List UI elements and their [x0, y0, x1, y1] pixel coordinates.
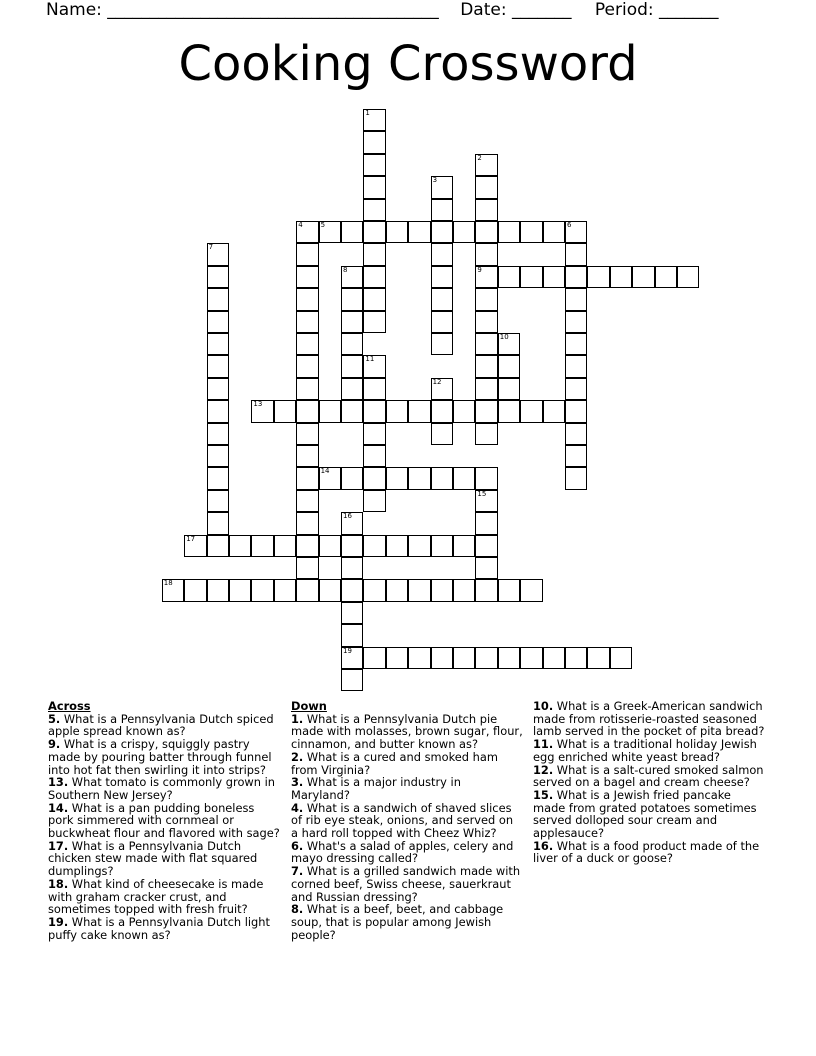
- clue-number: 7: [208, 243, 214, 252]
- grid-cell[interactable]: [587, 266, 609, 288]
- grid-cell[interactable]: [207, 355, 229, 377]
- clue-item-number: 3.: [291, 775, 304, 790]
- down-clues: [291, 700, 523, 941]
- clue-item-number: 8.: [291, 902, 304, 917]
- clue-number: 15: [477, 489, 487, 498]
- clue-item: [48, 878, 280, 916]
- grid-cell[interactable]: [565, 467, 587, 489]
- clue-item-number: 10.: [533, 699, 554, 713]
- grid-cell[interactable]: [431, 579, 453, 601]
- clue-item-text: What is a Pennsylvania Dutch light puffy cake known as?: [48, 914, 270, 942]
- grid-cell[interactable]: [498, 221, 520, 243]
- across-clue-list: [48, 713, 280, 942]
- grid-cell[interactable]: [363, 445, 385, 467]
- clue-number: 18: [163, 579, 173, 588]
- clue-number: 11: [365, 355, 375, 364]
- grid-cell[interactable]: [363, 221, 385, 243]
- grid-cell[interactable]: [475, 378, 497, 400]
- grid-cell[interactable]: [274, 400, 296, 422]
- grid-cell[interactable]: [453, 221, 475, 243]
- clue-number: 4: [298, 221, 303, 229]
- grid-cell[interactable]: [207, 266, 229, 288]
- grid-cell[interactable]: [341, 333, 363, 355]
- clue-item-number: 12.: [533, 762, 554, 777]
- grid-cell[interactable]: [408, 647, 430, 669]
- grid-cell[interactable]: [475, 221, 497, 243]
- grid-cell[interactable]: [565, 333, 587, 355]
- grid-cell[interactable]: [341, 355, 363, 377]
- page-title: Cooking Crossword: [178, 36, 638, 92]
- grid-cell[interactable]: [475, 557, 497, 579]
- grid-cell[interactable]: [207, 512, 229, 534]
- grid-cell[interactable]: [341, 647, 363, 669]
- clue-item-number: 17.: [48, 838, 69, 853]
- grid-cell[interactable]: [363, 490, 385, 512]
- down-clue-list-continued: [533, 700, 765, 865]
- grid-cell[interactable]: [296, 400, 318, 422]
- grid-cell[interactable]: [296, 288, 318, 310]
- grid-cell[interactable]: [296, 490, 318, 512]
- grid-cell[interactable]: [296, 535, 318, 557]
- clue-item: [533, 700, 765, 738]
- clue-item-number: 4.: [291, 800, 304, 815]
- grid-cell[interactable]: [453, 579, 475, 601]
- clue-number: 19: [343, 646, 352, 655]
- grid-cell[interactable]: [341, 400, 363, 422]
- grid-cell[interactable]: [610, 647, 632, 669]
- clue-item: [48, 713, 280, 738]
- grid-cell[interactable]: [431, 176, 453, 198]
- grid-cell[interactable]: [498, 378, 520, 400]
- grid-cell[interactable]: [296, 467, 318, 489]
- grid-cell[interactable]: [274, 579, 296, 601]
- grid-cell[interactable]: [251, 579, 273, 601]
- clue-item-text: What is a sandwich of shaved slices of rib eye steak, onions, and served on a hard roll topped with Cheez Whiz?: [291, 800, 514, 841]
- grid-cell[interactable]: [386, 467, 408, 489]
- grid-cell[interactable]: [475, 535, 497, 557]
- grid-cell[interactable]: [229, 535, 251, 557]
- grid-cell[interactable]: [184, 535, 206, 557]
- clue-number: 10: [499, 333, 509, 341]
- grid-cell[interactable]: [565, 311, 587, 333]
- clue-item-text: What is a food product made of the liver of a duck or goose?: [533, 838, 760, 866]
- grid-cell[interactable]: [341, 579, 363, 601]
- grid-cell[interactable]: [587, 647, 609, 669]
- grid-cell[interactable]: [386, 221, 408, 243]
- grid-cell[interactable]: [677, 266, 699, 288]
- clue-number: 3: [432, 176, 438, 185]
- grid-cell[interactable]: [296, 423, 318, 445]
- clue-item-number: 5.: [48, 711, 61, 726]
- grid-cell[interactable]: [207, 311, 229, 333]
- grid-cell[interactable]: [207, 333, 229, 355]
- grid-cell[interactable]: [363, 400, 385, 422]
- grid-cell[interactable]: [341, 602, 363, 624]
- grid-cell[interactable]: [319, 221, 341, 243]
- clue-number: 16: [343, 512, 352, 521]
- grid-cell[interactable]: [475, 400, 497, 422]
- grid-cell[interactable]: [610, 266, 632, 288]
- grid-cell[interactable]: [475, 512, 497, 534]
- grid-cell[interactable]: [565, 221, 587, 243]
- grid-cell[interactable]: [431, 467, 453, 489]
- clue-item-number: 2.: [291, 749, 304, 764]
- clue-item-text: What is a beef, beet, and cabbage soup, that is popular among Jewish people?: [291, 902, 504, 942]
- grid-cell[interactable]: [475, 355, 497, 377]
- grid-cell[interactable]: [520, 266, 542, 288]
- grid-cell[interactable]: [565, 400, 587, 422]
- grid-cell[interactable]: [207, 423, 229, 445]
- down-heading: Down: [291, 699, 327, 713]
- grid-cell[interactable]: [498, 647, 520, 669]
- grid-cell[interactable]: [498, 400, 520, 422]
- clue-number: 8: [343, 265, 348, 274]
- grid-cell[interactable]: [543, 400, 565, 422]
- clue-item-text: What is a pan pudding boneless pork simmered with cornmeal or buckwheat flour and flavored with sage?: [48, 800, 280, 841]
- grid-cell[interactable]: [341, 535, 363, 557]
- grid-cell[interactable]: [520, 221, 542, 243]
- grid-cell[interactable]: [319, 579, 341, 601]
- clue-item-number: 18.: [48, 876, 69, 891]
- clue-number: 5: [320, 221, 326, 229]
- clue-item-text: What is a Greek-American sandwich made from rotisserie-roasted seasoned lamb served in the pocket of pita bread?: [533, 699, 765, 739]
- grid-cell[interactable]: [431, 221, 453, 243]
- grid-cell[interactable]: [363, 266, 385, 288]
- clue-item-number: 14.: [48, 800, 69, 815]
- grid-cell[interactable]: [475, 154, 497, 176]
- grid-cell[interactable]: [408, 467, 430, 489]
- clue-item: [48, 738, 280, 776]
- clue-number: 9: [477, 265, 482, 274]
- grid-cell[interactable]: [431, 378, 453, 400]
- grid-cell[interactable]: [319, 400, 341, 422]
- grid-cell[interactable]: [498, 266, 520, 288]
- clue-item: [48, 916, 280, 941]
- grid-cell[interactable]: [363, 579, 385, 601]
- grid-cell[interactable]: [498, 333, 520, 355]
- clue-item-text: What kind of cheesecake is made with graham cracker crust, and sometimes topped with fresh fruit?: [48, 876, 264, 917]
- clue-item-number: 19.: [48, 914, 69, 929]
- clue-item: [291, 776, 523, 801]
- grid-cell[interactable]: [341, 467, 363, 489]
- grid-cell[interactable]: [341, 221, 363, 243]
- grid-cell[interactable]: [229, 579, 251, 601]
- clue-number: 1: [365, 109, 370, 117]
- grid-cell[interactable]: [431, 288, 453, 310]
- grid-cell[interactable]: [475, 467, 497, 489]
- clue-item-number: 13.: [48, 775, 69, 790]
- grid-cell[interactable]: [498, 355, 520, 377]
- clue-item-text: What is a grilled sandwich made with corned beef, Swiss cheese, sauerkraut and Russian dressing?: [291, 864, 521, 904]
- grid-cell[interactable]: [207, 378, 229, 400]
- grid-cell[interactable]: [363, 378, 385, 400]
- clue-item-text: What tomato is commonly grown in Southern New Jersey?: [48, 775, 275, 802]
- grid-cell[interactable]: [207, 535, 229, 557]
- grid-cell[interactable]: [363, 131, 385, 153]
- grid-cell[interactable]: [363, 176, 385, 198]
- grid-cell[interactable]: [520, 579, 542, 601]
- grid-cell[interactable]: [363, 288, 385, 310]
- clue-item: [533, 840, 765, 865]
- grid-cell[interactable]: [408, 400, 430, 422]
- grid-cell[interactable]: [431, 400, 453, 422]
- grid-cell[interactable]: [296, 445, 318, 467]
- grid-cell[interactable]: [655, 266, 677, 288]
- clue-item-text: What is a Pennsylvania Dutch pie made with molasses, brown sugar, flour, cinnamon, and butter known as?: [291, 711, 523, 752]
- grid-cell[interactable]: [296, 378, 318, 400]
- grid-cell[interactable]: [341, 378, 363, 400]
- grid-cell[interactable]: [565, 378, 587, 400]
- grid-cell[interactable]: [251, 400, 273, 422]
- grid-cell[interactable]: [520, 400, 542, 422]
- clue-item: [291, 751, 523, 776]
- grid-cell[interactable]: [475, 333, 497, 355]
- grid-cell[interactable]: [386, 535, 408, 557]
- grid-cell[interactable]: [431, 535, 453, 557]
- grid-cell[interactable]: [565, 288, 587, 310]
- grid-cell[interactable]: [520, 647, 542, 669]
- grid-cell[interactable]: [363, 535, 385, 557]
- clue-item-number: 16.: [533, 838, 554, 853]
- clue-number: 17: [186, 534, 196, 543]
- grid-cell[interactable]: [341, 512, 363, 534]
- grid-cell[interactable]: [341, 266, 363, 288]
- clue-item-text: What is a crispy, squiggly pastry made by pouring batter through funnel into hot fat then swirling it into strips?: [48, 737, 272, 777]
- grid-cell[interactable]: [341, 624, 363, 646]
- grid-cell[interactable]: [341, 311, 363, 333]
- grid-cell[interactable]: [565, 243, 587, 265]
- grid-cell[interactable]: [565, 266, 587, 288]
- grid-cell[interactable]: [386, 400, 408, 422]
- grid-cell[interactable]: [207, 288, 229, 310]
- clue-number: 14: [320, 467, 330, 476]
- grid-cell[interactable]: [565, 647, 587, 669]
- clue-item: [533, 764, 765, 789]
- across-heading: Across: [48, 699, 91, 713]
- grid-cell[interactable]: [341, 669, 363, 691]
- grid-cell[interactable]: [543, 221, 565, 243]
- grid-cell[interactable]: [498, 579, 520, 601]
- grid-cell[interactable]: [363, 647, 385, 669]
- clue-item-text: What's a salad of apples, celery and mayo dressing called?: [291, 838, 514, 866]
- grid-cell[interactable]: [207, 445, 229, 467]
- grid-cell[interactable]: [296, 355, 318, 377]
- grid-cell[interactable]: [475, 288, 497, 310]
- clue-item-text: What is a Jewish fried pancake made from grated potatoes sometimes served dolloped sour cream and applesauce?: [533, 787, 757, 841]
- grid-cell[interactable]: [341, 557, 363, 579]
- grid-cell[interactable]: [565, 445, 587, 467]
- grid-cell[interactable]: [431, 266, 453, 288]
- grid-cell[interactable]: [296, 579, 318, 601]
- grid-cell[interactable]: [386, 579, 408, 601]
- clue-item: [48, 802, 280, 840]
- grid-cell[interactable]: [363, 154, 385, 176]
- grid-cell[interactable]: [543, 647, 565, 669]
- clue-item-number: 9.: [48, 737, 61, 752]
- grid-cell[interactable]: [408, 579, 430, 601]
- clue-item: [291, 865, 523, 903]
- grid-cell[interactable]: [207, 579, 229, 601]
- clue-item: [533, 738, 765, 763]
- across-clues: [48, 700, 280, 941]
- grid-cell[interactable]: [475, 490, 497, 512]
- grid-cell[interactable]: [475, 647, 497, 669]
- grid-cell[interactable]: [431, 311, 453, 333]
- grid-cell[interactable]: [296, 557, 318, 579]
- clue-item: [291, 903, 523, 941]
- grid-cell[interactable]: [184, 579, 206, 601]
- grid-cell[interactable]: [431, 243, 453, 265]
- clue-item: [291, 840, 523, 865]
- grid-cell[interactable]: [453, 467, 475, 489]
- grid-cell[interactable]: [363, 199, 385, 221]
- clue-item-number: 11.: [533, 737, 554, 752]
- grid-cell[interactable]: [475, 579, 497, 601]
- grid-cell[interactable]: [565, 423, 587, 445]
- clue-item-text: What is a Pennsylvania Dutch chicken stew made with flat squared dumplings?: [48, 838, 258, 879]
- grid-cell[interactable]: [408, 221, 430, 243]
- date-field[interactable]: Date: _______: [460, 0, 572, 20]
- grid-cell[interactable]: [319, 535, 341, 557]
- grid-cell[interactable]: [207, 467, 229, 489]
- clue-item-text: What is a Pennsylvania Dutch spiced apple spread known as?: [48, 711, 274, 739]
- grid-cell[interactable]: [319, 467, 341, 489]
- grid-cell[interactable]: [431, 423, 453, 445]
- grid-cell[interactable]: [363, 243, 385, 265]
- grid-cell[interactable]: [363, 109, 385, 131]
- down-clues-continued: [533, 700, 765, 865]
- clue-number: 2: [477, 153, 482, 162]
- grid-cell[interactable]: [162, 579, 184, 601]
- grid-cell[interactable]: [363, 355, 385, 377]
- grid-cell[interactable]: [363, 467, 385, 489]
- grid-cell[interactable]: [475, 311, 497, 333]
- period-field[interactable]: Period: _______: [594, 0, 719, 20]
- clue-item: [291, 713, 523, 751]
- grid-cell[interactable]: [363, 311, 385, 333]
- clue-item-text: What is a salt-cured smoked salmon served on a bagel and cream cheese?: [533, 762, 764, 790]
- clue-item-text: What is a major industry in Maryland?: [291, 775, 461, 802]
- grid-cell[interactable]: [296, 266, 318, 288]
- grid-cell[interactable]: [296, 512, 318, 534]
- grid-cell[interactable]: [274, 535, 296, 557]
- clue-item: [48, 776, 280, 801]
- grid-cell[interactable]: [453, 535, 475, 557]
- clue-item: [291, 802, 523, 840]
- grid-cell[interactable]: [296, 333, 318, 355]
- clue-number: 13: [253, 400, 263, 409]
- grid-cell[interactable]: [386, 647, 408, 669]
- clue-item-text: What is a cured and smoked ham from Virginia?: [291, 749, 498, 777]
- name-field[interactable]: Name: _______________________________________: [46, 0, 439, 20]
- grid-cell[interactable]: [431, 199, 453, 221]
- grid-cell[interactable]: [543, 266, 565, 288]
- grid-cell[interactable]: [363, 423, 385, 445]
- grid-cell[interactable]: [632, 266, 654, 288]
- clue-number: 12: [432, 377, 442, 386]
- clue-item: [533, 789, 765, 840]
- grid-cell[interactable]: [431, 647, 453, 669]
- grid-cell[interactable]: [296, 311, 318, 333]
- grid-cell[interactable]: [408, 535, 430, 557]
- grid-cell[interactable]: [453, 400, 475, 422]
- grid-cell[interactable]: [475, 243, 497, 265]
- grid-cell[interactable]: [453, 647, 475, 669]
- grid-cell[interactable]: [207, 400, 229, 422]
- clue-number: 6: [567, 221, 572, 229]
- grid-cell[interactable]: [475, 176, 497, 198]
- clue-item-number: 7.: [291, 864, 304, 879]
- grid-cell[interactable]: [565, 355, 587, 377]
- clue-item: [48, 840, 280, 878]
- grid-cell[interactable]: [431, 333, 453, 355]
- grid-cell[interactable]: [207, 243, 229, 265]
- grid-cell[interactable]: [207, 490, 229, 512]
- grid-cell[interactable]: [475, 199, 497, 221]
- clue-item-number: 6.: [291, 838, 304, 853]
- grid-cell[interactable]: [475, 266, 497, 288]
- clue-item-number: 1.: [291, 711, 304, 726]
- clue-item-text: What is a traditional holiday Jewish egg enriched white yeast bread?: [533, 737, 757, 764]
- grid-cell[interactable]: [341, 288, 363, 310]
- grid-cell[interactable]: [296, 221, 318, 243]
- grid-cell[interactable]: [296, 243, 318, 265]
- grid-cell[interactable]: [475, 423, 497, 445]
- clue-item-number: 15.: [533, 787, 554, 802]
- grid-cell[interactable]: [251, 535, 273, 557]
- down-clue-list: [291, 713, 523, 942]
